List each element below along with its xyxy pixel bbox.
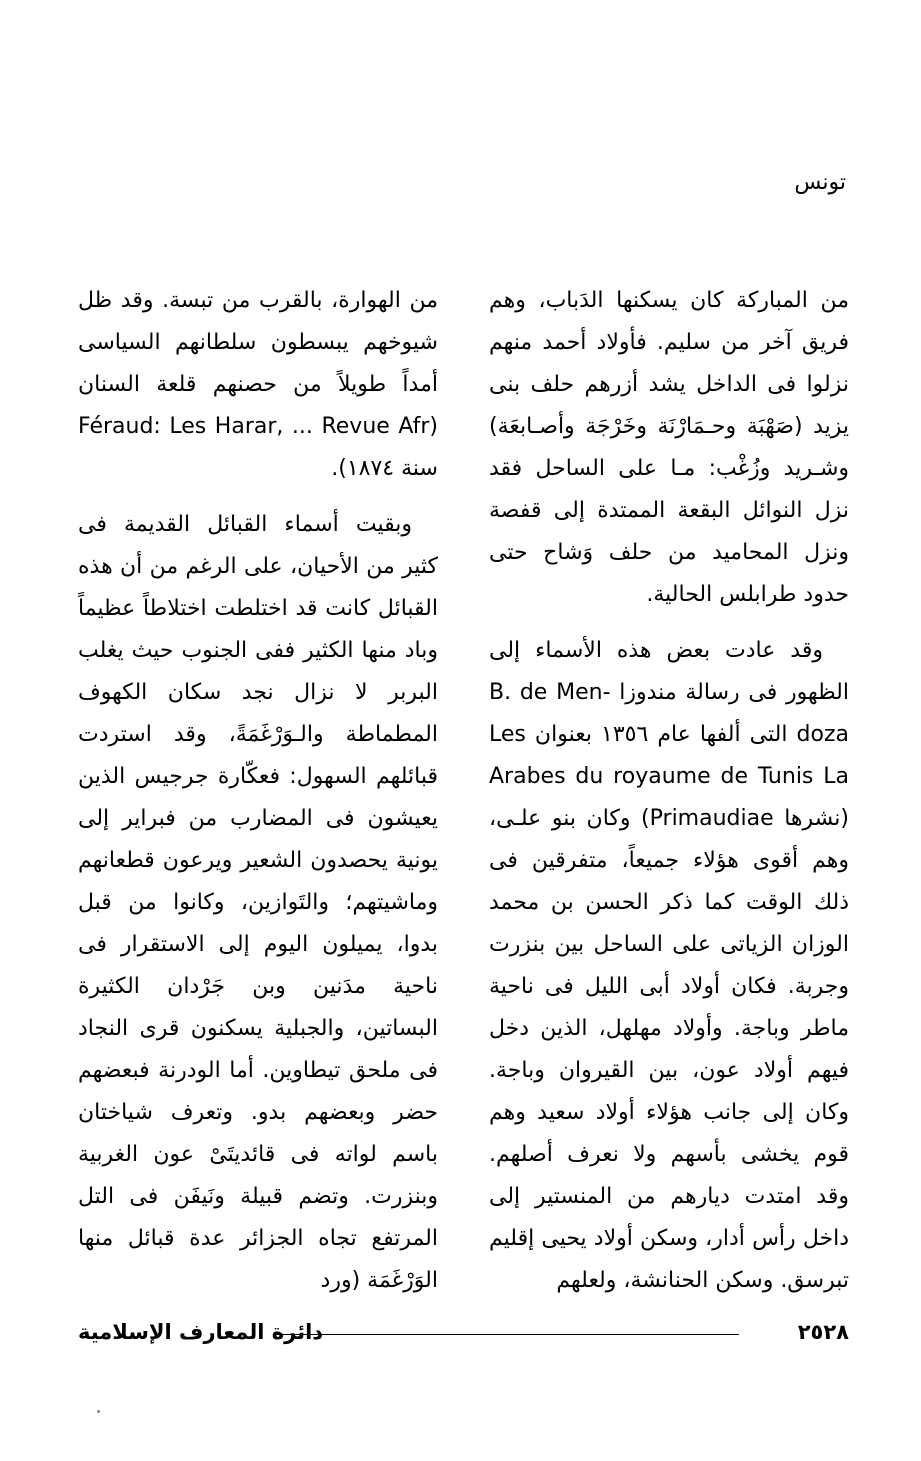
running-header: تونس xyxy=(794,170,846,195)
scan-speck xyxy=(97,1410,100,1413)
page-footer xyxy=(78,1320,849,1350)
right-column xyxy=(489,280,849,1302)
left-paragraph-1: من الهوارة، بالقرب من تبسة. وقد ظل شيوخهم يبسطون سلطانهم السياسى أمداً طويلاً من حصنهم قلعة السنان (Féraud: Les Harar, ... Revue Afr سنة ١٨٧٤). xyxy=(78,288,438,481)
right-paragraph-1: من المباركة كان يسكنها الدَباب، وهم فريق آخر من سليم. فأولاد أحمد منهم نزلوا فى الداخل يشد أزرهم حلف بنى يزيد (صَهْبَة وحـمَارْنَة وخَرْجَة وأصـابعَة) وشـريد وزُغْب: مـا على الساحل فقد نزل النوائل البقعة الممتدة إلى قفصة ونزل المحاميد من حلف وَشاح حتى حدود طرابلس الحالية. xyxy=(489,288,849,607)
left-paragraph-2: وبقيت أسماء القبائل القديمة فى كثير من الأحيان، على الرغم من أن هذه القبائل كانت قد اختلطت اختلاطاً عظيماً وباد منها الكثير ففى الجنوب حيث يغلب البربر لا نزال نجد سكان الكهوف المطماطة والـوَرْغَمَةً، وقد استردت قبائلهم السهول: فعكّارة جرجيس الذين يعيشون فى المضارب من فبراير إلى يونية يحصدون الشعير ويرعون قطعانهم وماشيتهم؛ والتَوازين، وكانوا من قبل بدوا، يميلون اليوم إلى الاستقرار فى ناحية مدَنين وبن جَرْدان الكثيرة البساتين، والجبلية يسكنون قرى النجاد فى ملحق تيطاوين. أما الودرنة فبعضهم حضر وبعضهم بدو. وتعرف شياختان باسم لواته فى قائديتَىْ عون الغربية وبنزرت. وتضم قبيلة ونَيفَن فى التل المرتفع تجاه الجزائر عدة قبائل منها الوَرْغَمَة (ورد xyxy=(78,512,438,1293)
page-number: ٢٥٢٨ xyxy=(797,1320,849,1344)
footer-rule xyxy=(273,1334,739,1335)
right-paragraph-2: وقد عادت بعض هذه الأسماء إلى الظهور فى رسالة مندوزا B. de Men- doza التى ألفها عام ١٣٥٦ بعنوان Les Arabes du royaume de Tunis La (نشرها Primaudiae) وكان بنو علـى، وهم أقوى هؤلاء جميعاً، متفرقين فى ذلك الوقت كما ذكر الحسن بن محمد الوزان الزياتى على الساحل بين بنزرت وجربة. فكان أولاد أبى الليل فى ناحية ماطر وباجة. وأولاد مهلهل، الذين دخل فيهم أولاد عون، بين القيروان وباجة. وكان إلى جانب هؤلاء أولاد سعيد وهم قوم يخشى بأسهم ولا نعرف أصلهم. وقد امتدت ديارهم من المنستير إلى داخل رأس أدار، وسكن أولاد يحيى إقليم تبرسق. وسكن الحنانشة، ولعلهم xyxy=(489,638,849,1293)
left-column xyxy=(78,280,438,1302)
footer-source-title: دائرة المعارف الإسلامية xyxy=(78,1320,324,1344)
